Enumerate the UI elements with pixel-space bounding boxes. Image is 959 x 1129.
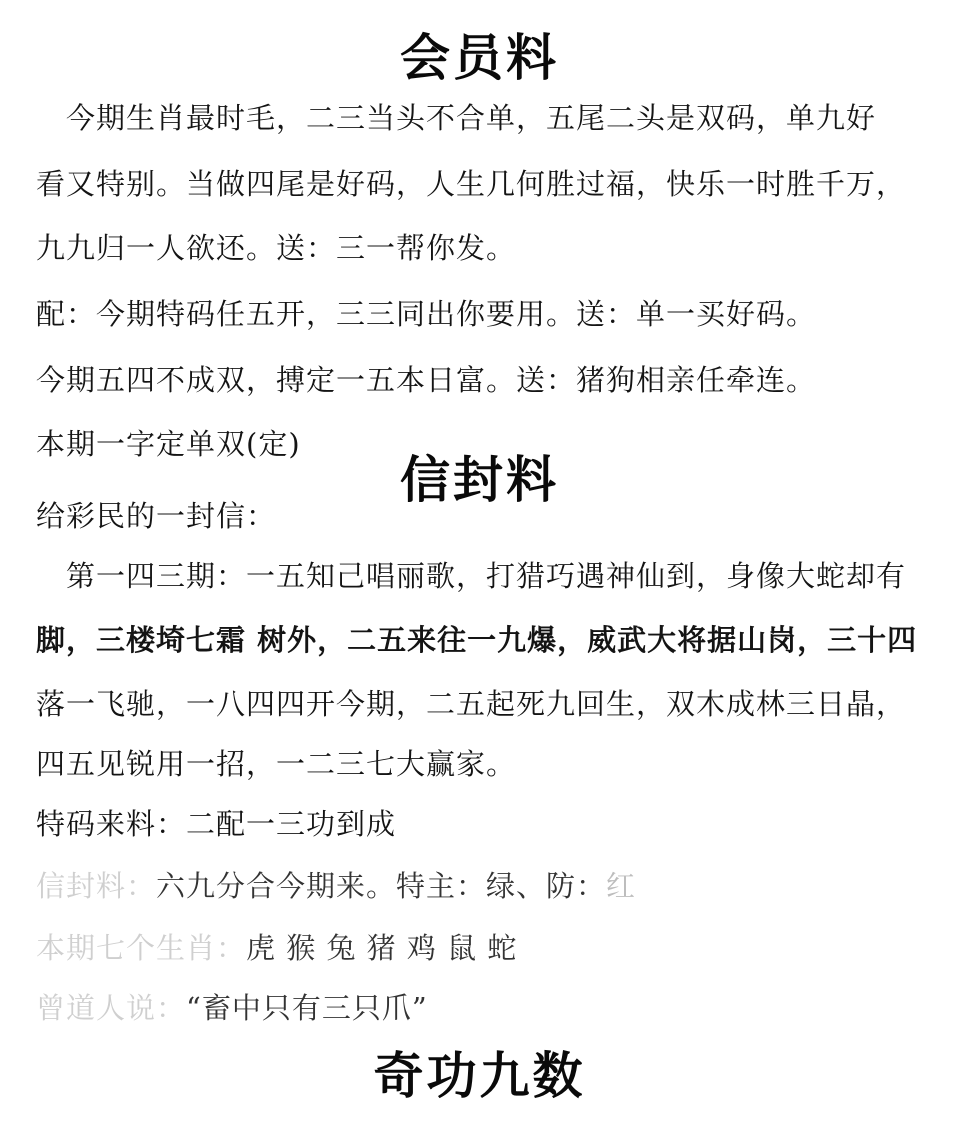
member-line-1: 今期生肖最时毛，二三当头不合单，五尾二头是双码，单九好 bbox=[66, 101, 877, 135]
member-line-6: 本期一字定单双(定) bbox=[36, 427, 301, 461]
faded-row-2-label: 本期七个生肖： bbox=[36, 931, 247, 965]
poem-line-4: 四五见锐用一招，一二三七大赢家。 bbox=[36, 747, 517, 781]
poem-line-1: 第一四三期：一五知己唱丽歌，打猎巧遇神仙到，身像大蛇却有 bbox=[66, 559, 907, 593]
faded-row-1-text: 六九分合今期来。特主：绿、防： bbox=[156, 869, 607, 903]
faded-row-3-text: “畜中只有三只爪” bbox=[186, 991, 428, 1025]
poem-line-3: 落一飞驰，一八四四开今期，二五起死九回生，双木成林三日晶， bbox=[36, 687, 907, 721]
heading-member: 会员料 bbox=[400, 28, 559, 87]
member-line-3: 九九归一人欲还。送：三一帮你发。 bbox=[36, 231, 517, 265]
special-code-line: 特码来料：二配一三功到成 bbox=[36, 807, 397, 841]
envelope-greeting: 给彩民的一封信： bbox=[36, 499, 277, 533]
faded-row-1 bbox=[36, 866, 636, 906]
heading-final: 奇功九数 bbox=[373, 1046, 586, 1105]
member-line-4: 配：今期特码任五开，三三同出你要用。送：单一买好码。 bbox=[36, 297, 817, 331]
faded-row-3 bbox=[36, 988, 428, 1028]
faded-row-2-text: 虎 猴 兔 猪 鸡 鼠 蛇 bbox=[246, 931, 518, 965]
heading-envelope: 信封料 bbox=[400, 450, 559, 509]
poem-line-2: 脚，三楼埼七霜 树外，二五来往一九爆，威武大将据山岗，三十四 bbox=[36, 623, 918, 657]
member-line-5: 今期五四不成双，搏定一五本日富。送：猪狗相亲任牵连。 bbox=[36, 363, 817, 397]
member-line-2: 看又特别。当做四尾是好码，人生几何胜过福，快乐一时胜千万， bbox=[36, 167, 907, 201]
faded-row-2 bbox=[36, 928, 517, 968]
faded-row-1-end: 红 bbox=[606, 869, 637, 903]
faded-row-3-label: 曾道人说： bbox=[36, 991, 187, 1025]
faded-row-1-label: 信封料： bbox=[36, 869, 157, 903]
